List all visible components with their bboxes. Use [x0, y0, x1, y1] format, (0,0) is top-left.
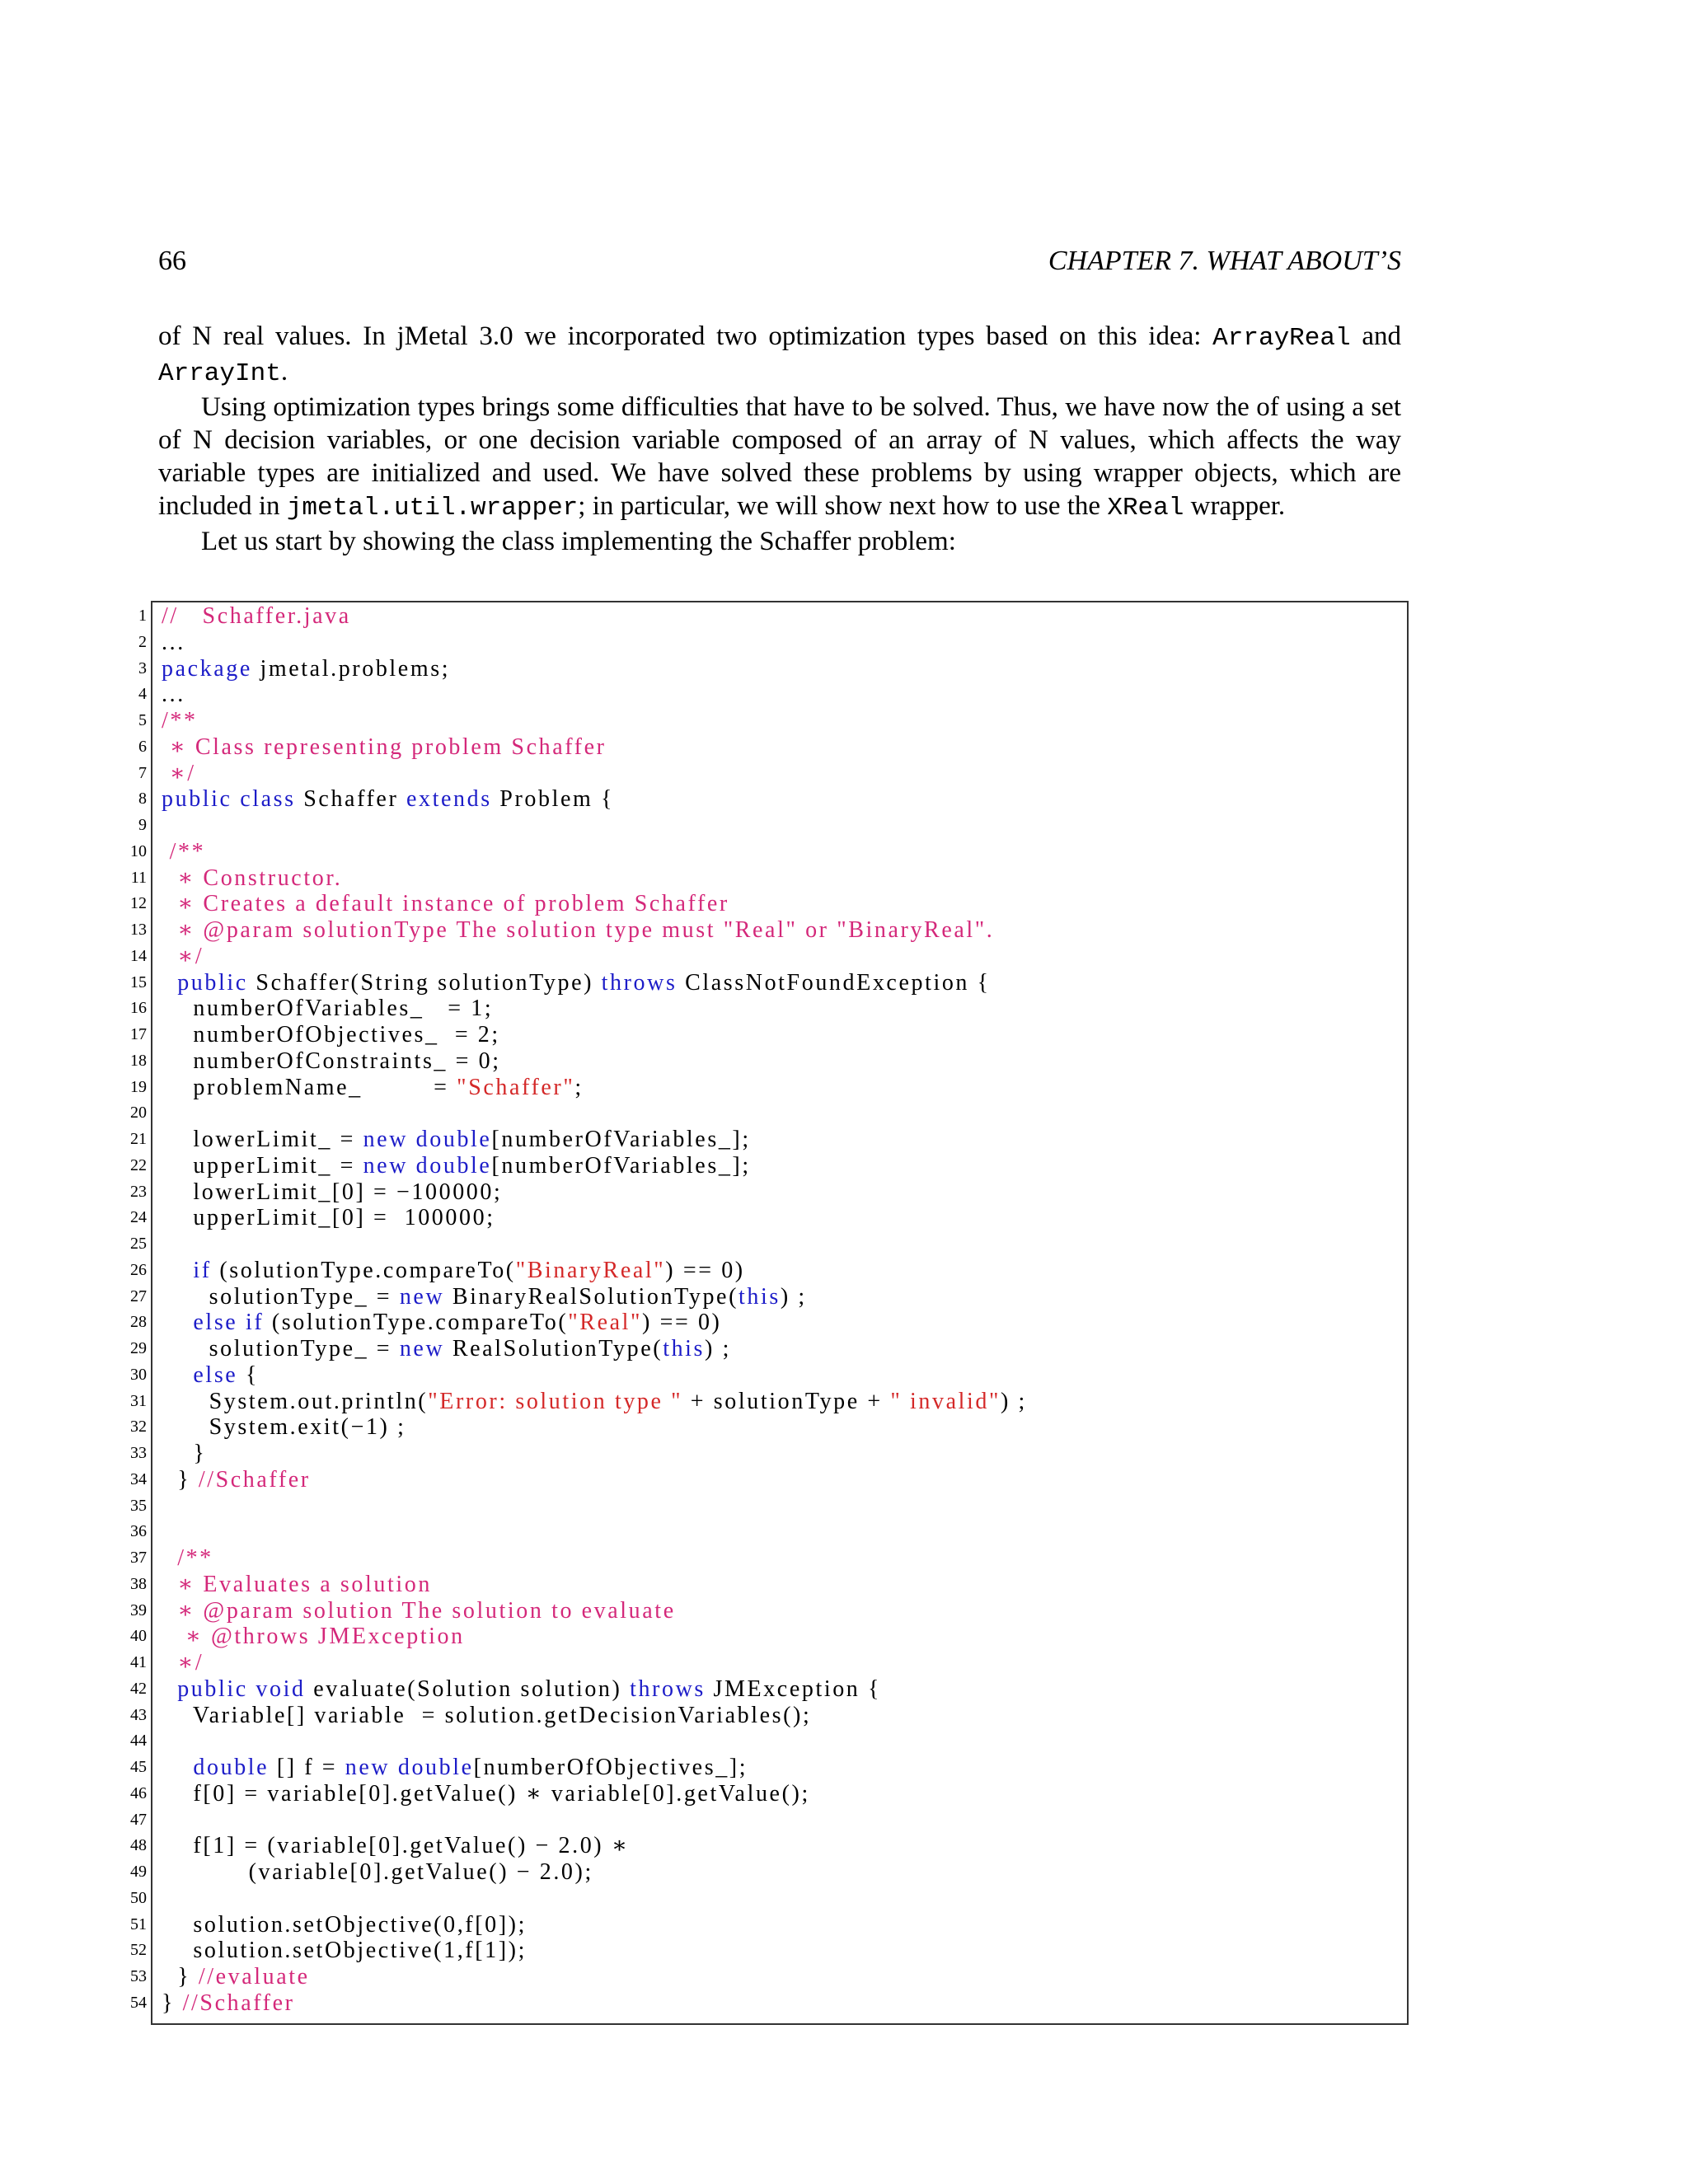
- code-keyword: double: [415, 1152, 492, 1179]
- line-number: 53: [130, 1967, 147, 1985]
- code-comment: ∗/: [162, 943, 204, 969]
- code-line: [82, 1075, 1566, 1101]
- code-token: (solutionType.compareTo(: [264, 1310, 569, 1336]
- code-keyword: public: [177, 969, 248, 996]
- code-line: [82, 1205, 1566, 1231]
- code-token: numberOfObjectives_ = 2;: [162, 1022, 500, 1047]
- code-line: [82, 1179, 1566, 1206]
- code-comment: //Schaffer: [182, 1990, 295, 2016]
- code-line: [82, 813, 1566, 839]
- code-line: [82, 1519, 1566, 1545]
- paragraph-text: Using optimization types brings some difficulties that have to be solved. Thus, we have now the of using a set of N decision variables, or one decision variable composed of an array of N values, which affects the way variable types are initialized and used. We have solved these problems by using wrapper objects, which are included in: [158, 392, 1401, 521]
- page-header: [158, 241, 1401, 282]
- code-line: [82, 1728, 1566, 1755]
- line-number: 21: [130, 1130, 147, 1148]
- code-line: [82, 630, 1566, 656]
- code-comment: /**: [162, 708, 198, 733]
- code-token: [162, 1755, 193, 1780]
- line-number: 39: [130, 1601, 147, 1619]
- code-text: [162, 682, 185, 708]
- code-line: [82, 1362, 1566, 1389]
- code-line: [82, 1781, 1566, 1807]
- code-token: problemName_ =: [162, 1074, 457, 1100]
- paragraph-text: wrapper.: [1184, 491, 1286, 521]
- code-token: Schaffer: [295, 786, 406, 813]
- line-number: 51: [130, 1915, 147, 1933]
- code-keyword: new: [399, 1283, 445, 1310]
- code-line: [82, 865, 1566, 892]
- code-token: ) == 0): [642, 1310, 722, 1336]
- code-line: [82, 1231, 1566, 1258]
- line-number: 37: [130, 1549, 147, 1567]
- code-token: }: [162, 1466, 199, 1493]
- code-comment: ∗ Evaluates a solution: [162, 1571, 432, 1597]
- code-token: ;: [574, 1074, 584, 1100]
- code-line: [82, 970, 1566, 996]
- code-keyword: class: [240, 786, 296, 813]
- code-token: }: [162, 1990, 183, 2016]
- code-token: [408, 1153, 416, 1179]
- code-line: [82, 1153, 1566, 1179]
- code-line: [82, 944, 1566, 970]
- line-number: 5: [138, 711, 147, 729]
- line-number: 44: [130, 1732, 147, 1750]
- line-number: 40: [130, 1627, 147, 1646]
- code-token: f[0] = variable[0].getValue() ∗ variable[0].getValue();: [162, 1780, 810, 1807]
- code-text: [162, 1075, 584, 1101]
- code-token: ) ;: [705, 1336, 731, 1361]
- code-string: "Error: solution type ": [428, 1388, 683, 1414]
- code-line: [82, 1258, 1566, 1284]
- code-token: solutionType_ =: [162, 1283, 400, 1310]
- code-text: [162, 786, 614, 813]
- line-number: 25: [130, 1235, 147, 1253]
- line-number: 26: [130, 1260, 147, 1279]
- body-text: [158, 320, 1401, 558]
- code-text: [162, 1650, 204, 1676]
- code-token: [162, 1310, 193, 1335]
- code-line: [82, 1022, 1566, 1048]
- line-number: 2: [138, 632, 147, 651]
- code-keyword: this: [738, 1283, 781, 1310]
- line-number: 45: [130, 1758, 147, 1776]
- code-keyword: if: [245, 1310, 265, 1336]
- line-number: 50: [130, 1888, 147, 1907]
- code-comment: ∗/: [162, 1650, 204, 1675]
- line-number: 33: [130, 1444, 147, 1462]
- code-token: Problem {: [491, 786, 615, 813]
- code-token: [numberOfVariables_];: [491, 1152, 751, 1179]
- code-token: [162, 970, 177, 996]
- line-number: 43: [130, 1705, 147, 1724]
- code-line: [82, 1703, 1566, 1729]
- line-number: 11: [130, 868, 147, 887]
- code-token: [162, 1258, 193, 1283]
- code-keyword: if: [193, 1257, 212, 1283]
- code-text: [162, 656, 450, 682]
- code-token: [237, 1310, 246, 1335]
- code-text: [162, 1336, 731, 1362]
- code-keyword: new: [399, 1336, 445, 1361]
- code-text: [162, 1990, 295, 2017]
- code-token: [408, 1127, 416, 1152]
- code-text: [162, 734, 607, 761]
- code-token: RealSolutionType(: [444, 1336, 663, 1361]
- code-text: [162, 1598, 676, 1624]
- code-line: [82, 1389, 1566, 1415]
- code-text: [162, 1912, 527, 1938]
- code-token: JMException {: [705, 1675, 882, 1702]
- line-number: 52: [130, 1941, 147, 1960]
- code-token: solution.setObjective(0,f[0]);: [162, 1911, 527, 1938]
- line-number: 41: [130, 1653, 147, 1671]
- code-token: numberOfConstraints_ = 0;: [162, 1047, 501, 1074]
- code-comment: /**: [162, 838, 206, 865]
- code-keyword: double: [415, 1127, 492, 1152]
- code-token: lowerLimit_[0] = −100000;: [162, 1179, 503, 1205]
- code-string: " invalid": [890, 1388, 1001, 1414]
- code-line: [82, 1048, 1566, 1075]
- inline-code: ArrayInt: [158, 359, 281, 388]
- code-token: System.out.println(: [162, 1388, 429, 1414]
- code-comment: /**: [162, 1545, 213, 1571]
- code-line: [82, 1598, 1566, 1624]
- line-number: 27: [130, 1286, 147, 1305]
- code-line: [82, 1467, 1566, 1493]
- code-keyword: void: [256, 1675, 306, 1702]
- code-text: [162, 1284, 807, 1310]
- line-number: 9: [138, 816, 147, 834]
- paragraph-p2: [158, 391, 1401, 525]
- code-text: [162, 1258, 745, 1284]
- line-number: 29: [130, 1339, 147, 1357]
- code-token: lowerLimit_ =: [162, 1127, 363, 1152]
- code-keyword: public: [162, 786, 232, 813]
- code-comment: ∗ @param solution The solution to evaluate: [162, 1597, 676, 1624]
- line-number: 36: [130, 1522, 147, 1541]
- inline-code: jmetal.util.wrapper: [286, 494, 579, 523]
- code-text: [162, 1781, 810, 1807]
- code-token: + solutionType +: [682, 1388, 891, 1414]
- line-number: 23: [130, 1182, 147, 1201]
- code-text: [162, 1441, 206, 1467]
- code-line: [82, 1938, 1566, 1964]
- code-keyword: else: [193, 1310, 238, 1336]
- code-token: ...: [162, 682, 185, 708]
- code-line: [82, 1545, 1566, 1572]
- code-comment: ∗/: [162, 760, 196, 786]
- page-number: 66: [158, 246, 186, 276]
- code-line: [82, 734, 1566, 761]
- code-token: Variable[] variable = solution.getDecisionVariables();: [162, 1702, 812, 1728]
- code-line: [82, 1493, 1566, 1520]
- line-number: 15: [130, 972, 147, 991]
- code-string: "Schaffer": [457, 1074, 575, 1100]
- line-number: 14: [130, 946, 147, 965]
- code-token: jmetal.problems;: [251, 655, 451, 682]
- code-string: "Real": [568, 1310, 643, 1336]
- code-line: [82, 656, 1566, 682]
- code-text: [162, 1964, 310, 1990]
- code-text: [162, 603, 351, 630]
- code-text: [162, 1127, 751, 1153]
- code-token: Schaffer(String solutionType): [247, 969, 602, 996]
- code-comment: //Schaffer: [198, 1466, 311, 1493]
- code-text: [162, 1310, 721, 1336]
- code-line: [82, 839, 1566, 865]
- line-number: 4: [138, 685, 147, 704]
- code-text: [162, 1703, 811, 1729]
- code-line: [82, 1310, 1566, 1336]
- line-number: 30: [130, 1365, 147, 1384]
- code-token: (variable[0].getValue() − 2.0);: [162, 1859, 593, 1885]
- code-text: [162, 944, 204, 970]
- code-line: [82, 891, 1566, 917]
- paragraph-text: Let us start by showing the class implementing the Schaffer problem:: [201, 527, 956, 556]
- code-text: [162, 1467, 311, 1493]
- code-text: [162, 917, 994, 944]
- code-token: numberOfVariables_ = 1;: [162, 996, 494, 1022]
- code-token: ClassNotFoundException {: [677, 969, 991, 996]
- code-text: [162, 708, 198, 734]
- line-number: 12: [130, 894, 147, 913]
- code-comment: ∗ @param solutionType The solution type must "Real" or "BinaryReal".: [162, 917, 995, 943]
- code-line: [82, 1990, 1566, 2017]
- code-token: [232, 786, 241, 812]
- code-token: (solutionType.compareTo(: [211, 1257, 516, 1283]
- code-comment: ∗ Constructor.: [162, 865, 343, 891]
- code-token: ) == 0): [665, 1257, 745, 1283]
- code-line: [82, 1912, 1566, 1938]
- code-token: evaluate(Solution solution): [305, 1675, 631, 1702]
- code-text: [162, 1048, 501, 1075]
- paragraph-text: and: [1350, 321, 1401, 351]
- line-number: 48: [130, 1836, 147, 1855]
- code-line: [82, 917, 1566, 944]
- code-line: [82, 1441, 1566, 1467]
- line-number: 22: [130, 1155, 147, 1174]
- code-line: [82, 708, 1566, 734]
- code-line: [82, 1100, 1566, 1127]
- line-number: 35: [130, 1496, 147, 1515]
- line-number: 19: [130, 1077, 147, 1096]
- code-line: [82, 1414, 1566, 1441]
- line-number: 18: [130, 1051, 147, 1070]
- code-text: [162, 761, 196, 787]
- code-text: [162, 1179, 502, 1206]
- code-line: [82, 1964, 1566, 1990]
- code-text: [162, 891, 729, 917]
- code-token: [] f =: [269, 1755, 345, 1780]
- code-text: [162, 630, 185, 656]
- code-line: [82, 1676, 1566, 1703]
- code-text: [162, 839, 205, 865]
- inline-code: XReal: [1107, 494, 1184, 523]
- code-token: {: [237, 1361, 259, 1388]
- line-number: 13: [130, 921, 147, 939]
- code-text: [162, 1389, 1027, 1415]
- line-number: 47: [130, 1810, 147, 1829]
- code-line: [82, 761, 1566, 787]
- code-text: [162, 1833, 629, 1859]
- code-token: [390, 1755, 398, 1780]
- paragraph-p3: [158, 525, 1401, 558]
- code-line: [82, 1624, 1566, 1650]
- line-number: 38: [130, 1574, 147, 1593]
- code-comment: ∗ Creates a default instance of problem Schaffer: [162, 891, 729, 917]
- code-token: [248, 1676, 256, 1702]
- code-keyword: this: [663, 1336, 706, 1361]
- code-line: [82, 1807, 1566, 1834]
- code-comment: ∗ Class representing problem Schaffer: [162, 733, 607, 760]
- code-text: [162, 865, 342, 892]
- line-number: 32: [130, 1418, 147, 1436]
- code-text: [162, 1938, 527, 1964]
- code-line: [82, 603, 1566, 630]
- line-number: 1: [138, 607, 147, 625]
- code-token: System.exit(−1) ;: [162, 1414, 406, 1441]
- code-keyword: new: [363, 1127, 409, 1152]
- code-line: [82, 1859, 1566, 1886]
- line-number: 10: [130, 841, 147, 860]
- code-line: [82, 1572, 1566, 1598]
- line-number: 3: [138, 658, 147, 677]
- code-text: [162, 970, 991, 996]
- code-keyword: double: [397, 1755, 474, 1780]
- line-number: 20: [130, 1104, 147, 1122]
- code-token: [162, 1676, 177, 1702]
- paragraph-text: .: [280, 357, 288, 387]
- line-number: 49: [130, 1863, 147, 1881]
- code-keyword: public: [177, 1675, 248, 1702]
- code-token: }: [162, 1964, 199, 1990]
- code-token: upperLimit_[0] = 100000;: [162, 1205, 495, 1231]
- line-number: 54: [130, 1993, 147, 2012]
- code-line: [82, 1284, 1566, 1310]
- line-number: 8: [138, 790, 147, 808]
- code-keyword: double: [193, 1755, 270, 1780]
- line-number: 16: [130, 999, 147, 1018]
- line-number: 6: [138, 737, 147, 756]
- code-line: [82, 996, 1566, 1022]
- code-token: solution.setObjective(1,f[1]);: [162, 1938, 527, 1964]
- code-comment: //evaluate: [198, 1964, 310, 1990]
- code-token: ) ;: [780, 1283, 807, 1310]
- code-text: [162, 1362, 259, 1389]
- code-line: [82, 1336, 1566, 1362]
- code-token: }: [162, 1441, 207, 1466]
- line-number: 42: [130, 1679, 147, 1698]
- running-head: CHAPTER 7. WHAT ABOUT’S: [1048, 246, 1401, 276]
- code-string: "BinaryReal": [515, 1257, 666, 1283]
- code-keyword: new: [345, 1755, 391, 1780]
- paragraph-text: ; in particular, we will show next how to use the: [578, 491, 1108, 521]
- line-number: 28: [130, 1313, 147, 1332]
- line-number: 17: [130, 1025, 147, 1043]
- code-token: f[1] = (variable[0].getValue() − 2.0) ∗: [162, 1833, 630, 1859]
- code-text: [162, 1205, 495, 1231]
- code-text: [162, 1153, 751, 1179]
- code-text: [162, 1676, 881, 1703]
- code-text: [162, 1545, 213, 1572]
- code-text: [162, 1572, 432, 1598]
- code-line: [82, 1886, 1566, 1912]
- code-token: ...: [162, 629, 185, 655]
- paragraph-p1: [158, 320, 1401, 391]
- code-comment: // Schaffer.java: [162, 603, 351, 629]
- code-comment: ∗ @throws JMException: [162, 1624, 465, 1650]
- code-token: [numberOfVariables_];: [491, 1127, 751, 1152]
- code-keyword: extends: [406, 786, 492, 813]
- code-text: [162, 996, 493, 1022]
- code-keyword: package: [162, 655, 252, 682]
- paragraph-text: of N real values. In jMetal 3.0 we incorporated two optimization types based on this idea:: [158, 321, 1213, 351]
- line-number: 7: [138, 763, 147, 782]
- code-line: [82, 1755, 1566, 1781]
- code-token: [162, 1362, 193, 1388]
- code-token: solutionType_ =: [162, 1336, 400, 1361]
- code-line: [82, 786, 1566, 813]
- code-token: BinaryRealSolutionType(: [444, 1283, 738, 1310]
- line-number: 46: [130, 1783, 147, 1802]
- code-text: [162, 1755, 748, 1781]
- code-keyword: else: [193, 1361, 238, 1388]
- inline-code: ArrayReal: [1212, 324, 1351, 353]
- code-line: [82, 682, 1566, 708]
- code-text: [162, 1624, 465, 1650]
- code-token: upperLimit_ =: [162, 1152, 363, 1179]
- code-text: [162, 1859, 593, 1886]
- code-token: [numberOfObjectives_];: [473, 1755, 748, 1780]
- code-line: [82, 1650, 1566, 1676]
- line-number: 31: [130, 1391, 147, 1410]
- code-keyword: throws: [601, 969, 678, 996]
- code-token: ) ;: [1001, 1388, 1027, 1414]
- code-text: [162, 1414, 406, 1441]
- line-number: 24: [130, 1208, 147, 1227]
- code-listing: [82, 603, 1566, 2017]
- line-number: 34: [130, 1469, 147, 1488]
- code-line: [82, 1833, 1566, 1859]
- code-keyword: new: [363, 1152, 409, 1179]
- code-keyword: throws: [630, 1675, 706, 1702]
- code-line: [82, 1127, 1566, 1153]
- code-text: [162, 1022, 500, 1048]
